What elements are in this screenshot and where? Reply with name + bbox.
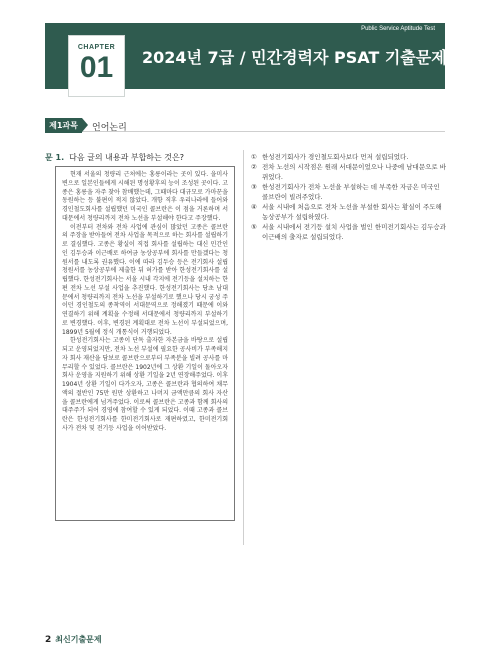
option-mark: ④ (251, 203, 257, 211)
passage-paragraph: 한성전기회사는 고종이 단독 출자한 자본금을 바탕으로 설립되고 운영되었지만, 전차 노선 부설에 필요한 공사비가 부족해지자 회사 재산을 담보로 콜브란으로부터 부족분을 빌려 공사를 마무리할 수 있었다. 콜브란은 1902년에 그 상환 기일이 돌아오자 회사 운영을 지원하기 위해 상환 기일을 2년 연장해주었다. 이후 1904년 상환 기일이 다가오자, 고종은 콜브란과 협의하여 채무액의 절반인 75만 원만 상환하고 나머지 금액만큼의 회사 자산을 콜브란에게 넘겨주었다. 이로써 콜브란은 고종과 함께 회사의 대주주가 되어 경영에 참여할 수 있게 되었다. 이때 고종과 콜브란은 한성전기회사를 한미전기회사로 재편하였고, 한미전기회사가 전차 및 전기등 사업을 이어받았다. (62, 337, 228, 432)
page-number: 2 (45, 635, 52, 645)
option-mark: ⑤ (251, 223, 257, 231)
subject-arrow-icon (82, 118, 88, 132)
option-text: 서울 시내에서 전기등 설치 사업을 벌인 한미전기회사는 김두승과 이근배의 출자로 설립되었다. (262, 223, 446, 241)
subject-tab: 제1과목 (45, 118, 82, 133)
option-text: 한성전기회사가 전차 노선을 부설하는 데 부족한 자금은 미국인 콜브란이 빌려주었다. (262, 183, 440, 201)
psat-tag: Public Service Aptitude Test (361, 26, 435, 32)
page-footer (45, 634, 102, 645)
chapter-label: CHAPTER (77, 44, 116, 51)
option-text: 서울 시내에 처음으로 전차 노선을 부설한 회사는 황실이 주도해 농상공부가 설립하였다. (262, 203, 442, 221)
option-mark: ① (251, 153, 257, 161)
answer-option[interactable] (251, 162, 446, 182)
page-title: 2024년 7급 / 민간경력자 PSAT 기출문제 (142, 48, 447, 67)
answer-options (251, 152, 446, 242)
answer-option[interactable] (251, 222, 446, 242)
chapter-number: 01 (79, 51, 114, 84)
subject-name: 언어논리 (92, 123, 127, 133)
answer-option[interactable] (251, 182, 446, 202)
option-mark: ② (251, 163, 257, 171)
answer-option[interactable] (251, 202, 446, 222)
question-header (45, 152, 184, 163)
question-prompt: 다음 글의 내용과 부합하는 것은? (69, 153, 185, 162)
passage-paragraph: 현재 서울의 청량리 근처에는 홍릉이라는 곳이 있다. 을미사변으로 일본인들에게 시해된 명성황후의 능이 조성된 곳이다. 고종은 홍릉을 자주 찾아 참배했는데, 그때마다 대규모로 가마꾼을 동원하는 등 불편이 적지 않았다. 개항 직후 우리나라에 들어와 경인철도회사를 설립했던 미국인 콜브란은 이 점을 거론하며 서대문에서 청량리까지 전차 노선을 부설해야 한다고 주장했다. (62, 171, 228, 222)
column-divider (243, 150, 244, 545)
option-mark: ③ (251, 183, 257, 191)
footer-title: 최신기출문제 (55, 635, 102, 644)
answer-option[interactable] (251, 152, 446, 162)
question-number: 문 1. (45, 153, 65, 162)
chapter-badge (68, 35, 125, 97)
option-text: 한성전기회사가 경인철도회사보다 먼저 설립되었다. (262, 153, 409, 161)
passage-paragraph: 이전부터 전차와 전차 사업에 관심이 많았던 고종은 콜브란의 주장을 받아들여 전차 사업을 목적으로 하는 회사를 설립하기로 결심했다. 고종은 황실이 직접 회사를 설립하는 대신 민간인인 김두승과 이근배로 하여금 농상공부에 회사를 만들겠다는 청원서를 내도록 권유했다. 이에 따라 김두승 등은 전기회사 설립 청원서를 농상공부에 제출한 뒤 허가를 받아 한성전기회사를 설립했다. 한성전기회사는 서울 시내 각지에 전기등을 설치하는 한편 전차 노선 부설 사업을 추진했다. 한성전기회사는 당초 남대문에서 청량리까지 전차 노선을 부설하기로 했으나 당시 궁성 주이던 경인철도의 종착역이 서대문역으로 정해졌기 때문에 이와 연결하기 위해 계획을 수정해 서대문에서 청량리까지 부설하기로 변경했다. 이후, 변경된 계획대로 전차 노선이 부설되었으며, 1899년 5월에 정식 개통식이 거행되었다. (62, 223, 228, 336)
passage-box (55, 166, 235, 521)
option-text: 전차 노선의 시작점은 원래 서대문이었으나 나중에 남대문으로 바뀌었다. (262, 163, 446, 181)
